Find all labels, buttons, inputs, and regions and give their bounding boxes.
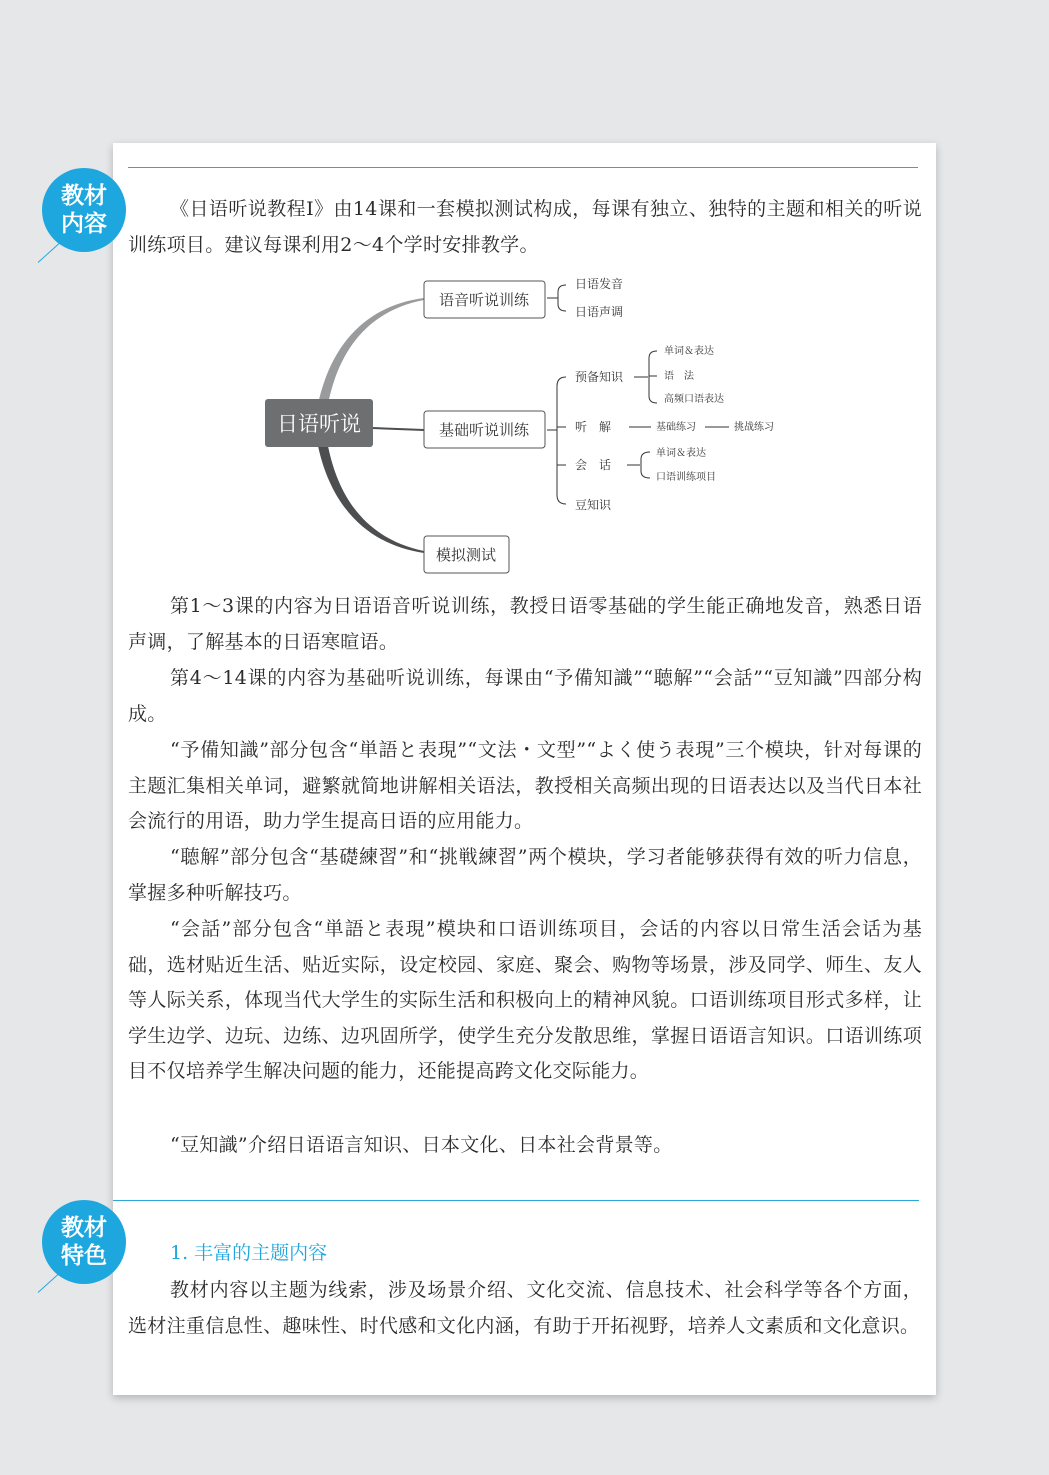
badge-line-1: 教材 — [61, 183, 107, 209]
listen-label: 听 解 — [575, 420, 612, 434]
feature-subheading: 1. 丰富的主题内容 — [170, 1242, 328, 1264]
talk-item-oral: 口语训练项目 — [656, 472, 716, 483]
paragraph-1: 第1～3课的内容为日语语音听说训练，教授日语零基础的学生能正确地发音，熟悉日语声调，了解基本的日语寒暄语。 — [128, 595, 922, 653]
section-badge-features — [42, 1200, 126, 1284]
talk-label: 会 话 — [575, 458, 612, 472]
root-label: 日语听说 — [277, 412, 361, 436]
paragraph-2: 第4～14课的内容为基础听说训练，每课由“予備知識”“聴解”“会話”“豆知識”四部分构成。 — [128, 667, 922, 725]
prep-item-vocab: 单词＆表达 — [664, 346, 714, 357]
mind-map-diagram — [0, 0, 1049, 600]
section-rule-bottom — [113, 1200, 919, 1201]
branch-curve-lower — [318, 446, 424, 553]
branch3-label: 模拟测试 — [435, 546, 497, 564]
badge-line-2: 内容 — [61, 211, 107, 237]
prep-bracket — [649, 351, 657, 403]
paragraph-5: “会話”部分包含“単語と表現”模块和口语训练项目，会话的内容以日常生活会话为基础，选材贴近生活、贴近实际，设定校园、家庭、聚会、购物等场景，涉及同学、师生、友人等人际关系，体现当代大学生的实际生活和积极向上的精神风貌。口语训练项目形式多样，让学生边学、边玩、边练、边巩固所学，使学生充分发散思维，掌握日语语言知识。口语训练项目不仅培养学生解决问题的能力，还能提高跨文化交际能力。 — [128, 918, 922, 1082]
paragraph-4: “聴解”部分包含“基礎練習”和“挑戦練習”两个模块，学习者能够获得有效的听力信息，掌握多种听解技巧。 — [128, 846, 922, 904]
branch-line-middle — [372, 428, 424, 430]
prep-item-expressions: 高频口语表达 — [664, 394, 724, 405]
branch2-label: 基础听说训练 — [438, 421, 530, 439]
branch-curve-upper — [318, 298, 424, 404]
branch1-item-tone: 日语声调 — [575, 305, 624, 319]
intro-paragraph: 《日语听说教程I》由14课和一套模拟测试构成，每课有独立、独特的主题和相关的听说训练项目。建议每课利用2～4个学时安排教学。 — [128, 198, 922, 256]
branch2-bracket — [557, 377, 566, 504]
badge2-line-1: 教材 — [61, 1215, 107, 1241]
talk-bracket — [641, 452, 650, 478]
prep-item-grammar: 语 法 — [664, 371, 694, 382]
branch1-item-pronunciation: 日语发音 — [575, 277, 624, 291]
prep-label: 预备知识 — [575, 370, 624, 384]
talk-item-vocab: 单词＆表达 — [656, 448, 706, 459]
paragraph-3: “予備知識”部分包含“単語と表現”“文法・文型”“よく使う表現”三个模块，针对每课的主题汇集相关单词，避繁就简地讲解相关语法，教授相关高频出现的日语表达以及当代日本社会流行的用语，助力学生提高日语的应用能力。 — [128, 739, 922, 832]
listen-item-challenge: 挑战练习 — [734, 422, 774, 433]
paragraph-6: “豆知識”介绍日语语言知识、日本文化、日本社会背景等。 — [170, 1134, 673, 1156]
branch1-bracket — [558, 285, 566, 311]
branch1-label: 语音听说训练 — [438, 291, 530, 309]
listen-item-basic: 基础练习 — [656, 422, 696, 433]
feature-paragraph: 教材内容以主题为线索，涉及场景介绍、文化交流、信息技术、社会科学等各个方面，选材注重信息性、趣味性、时代感和文化内涵，有助于开拓视野，培养人文素质和文化意识。 — [128, 1279, 922, 1337]
bean-label: 豆知识 — [575, 498, 612, 512]
section-badge-content — [42, 168, 126, 252]
badge2-line-2: 特色 — [61, 1243, 107, 1269]
